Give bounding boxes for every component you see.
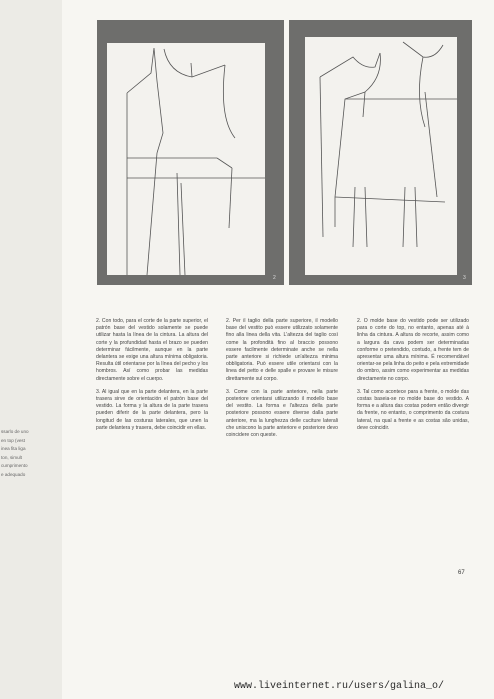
paragraph: 3. Al igual que en la parte delantera, en la parte trasera sirve de orientación el patrón base del vestido. La forma y la altura de la parte trasera pueden diferir de la parte delantera, pero la longitud de las costuras laterales, que unen la parte delantera y trasera, debe coincidir en ellas. bbox=[96, 388, 208, 431]
pattern-photo-front bbox=[97, 20, 284, 285]
pattern-sheet bbox=[107, 43, 265, 275]
text-column-spanish bbox=[96, 318, 208, 438]
edge-line: cumprimento bbox=[1, 463, 28, 469]
source-url[interactable]: www.liveinternet.ru/users/galina_o/ bbox=[234, 681, 445, 692]
pattern-drawing-front bbox=[107, 43, 265, 275]
pattern-drawing-back bbox=[305, 37, 457, 275]
text-column-italian bbox=[226, 318, 338, 445]
photo-number: 2 bbox=[273, 275, 276, 281]
paragraph: 2. Per il taglio della parte superiore, il modello base del vestito può essere utilizzato solamente fino alla linea della vita. L'altezza del taglio così come la profondità fino al braccio possono essere facilmente determinate anche se nella parte anteriore si richiede un'altezza minima obbligatoria. Può essere utile orientarsi con la linea del petto e delle spalle e provare le misure direttamente sul corpo. bbox=[226, 318, 338, 382]
page-number: 67 bbox=[458, 570, 465, 576]
text-column-portuguese bbox=[357, 318, 469, 438]
paragraph: 2. Con todo, para el corte de la parte superior, el patrón base del vestido solamente se puede utilizar hasta la línea de la cintura. La altura del corte y la profundidad hasta el brazo se pueden determinar fácilmente, aunque en la parte delantera se exige una altura mínima obligatoria. Resulta útil orientarse por la línea del pecho y los hombros. Así como probar las medidas directamente sobre el cuerpo. bbox=[96, 318, 208, 382]
edge-line: inea fita liga bbox=[1, 446, 26, 452]
paragraph: 3. Tal como acontece para a frente, o molde das costas baseia-se no molde base do vestido. A forma e a altura das costas podem então divergir da frente, no entanto, o comprimento da costura lateral, na qual a frente e as costas são unidas, deve coincidir. bbox=[357, 388, 469, 431]
pattern-sheet bbox=[305, 37, 457, 275]
edge-line: ssarlo de uno bbox=[1, 429, 29, 434]
edge-line: ton, simult bbox=[1, 454, 22, 460]
paragraph: 2. O molde base do vestido pode ser utilizado para o corte do top, no entanto, apenas até à linha da cintura. A altura do recorte, assim como a largura da cava podem ser determinadas conforme o pretendido, contudo, a frente tem de apresentar uma altura mínima. É recomendável orientar-se pela linha do peito e pela extremidade do ombro, assim como experimentar as medidas directamente no corpo. bbox=[357, 318, 469, 382]
pattern-photo-back bbox=[289, 20, 472, 285]
edge-line: en top (vest bbox=[1, 437, 26, 443]
left-page-edge bbox=[0, 0, 62, 699]
paragraph: 3. Come con la parte anteriore, nella parte posteriore orientarsi utilizzando il modello base del vestito. La forma e l'altezza della parte posteriore possono essere diverse dalla parte anteriore, ma la lunghezza delle cuciture laterali che uniscono la parte anteriore e posteriore devo coincidere con queste. bbox=[226, 388, 338, 439]
photo-number: 3 bbox=[463, 275, 466, 281]
edge-line: e adequado bbox=[1, 471, 26, 477]
left-edge-text bbox=[1, 428, 61, 480]
